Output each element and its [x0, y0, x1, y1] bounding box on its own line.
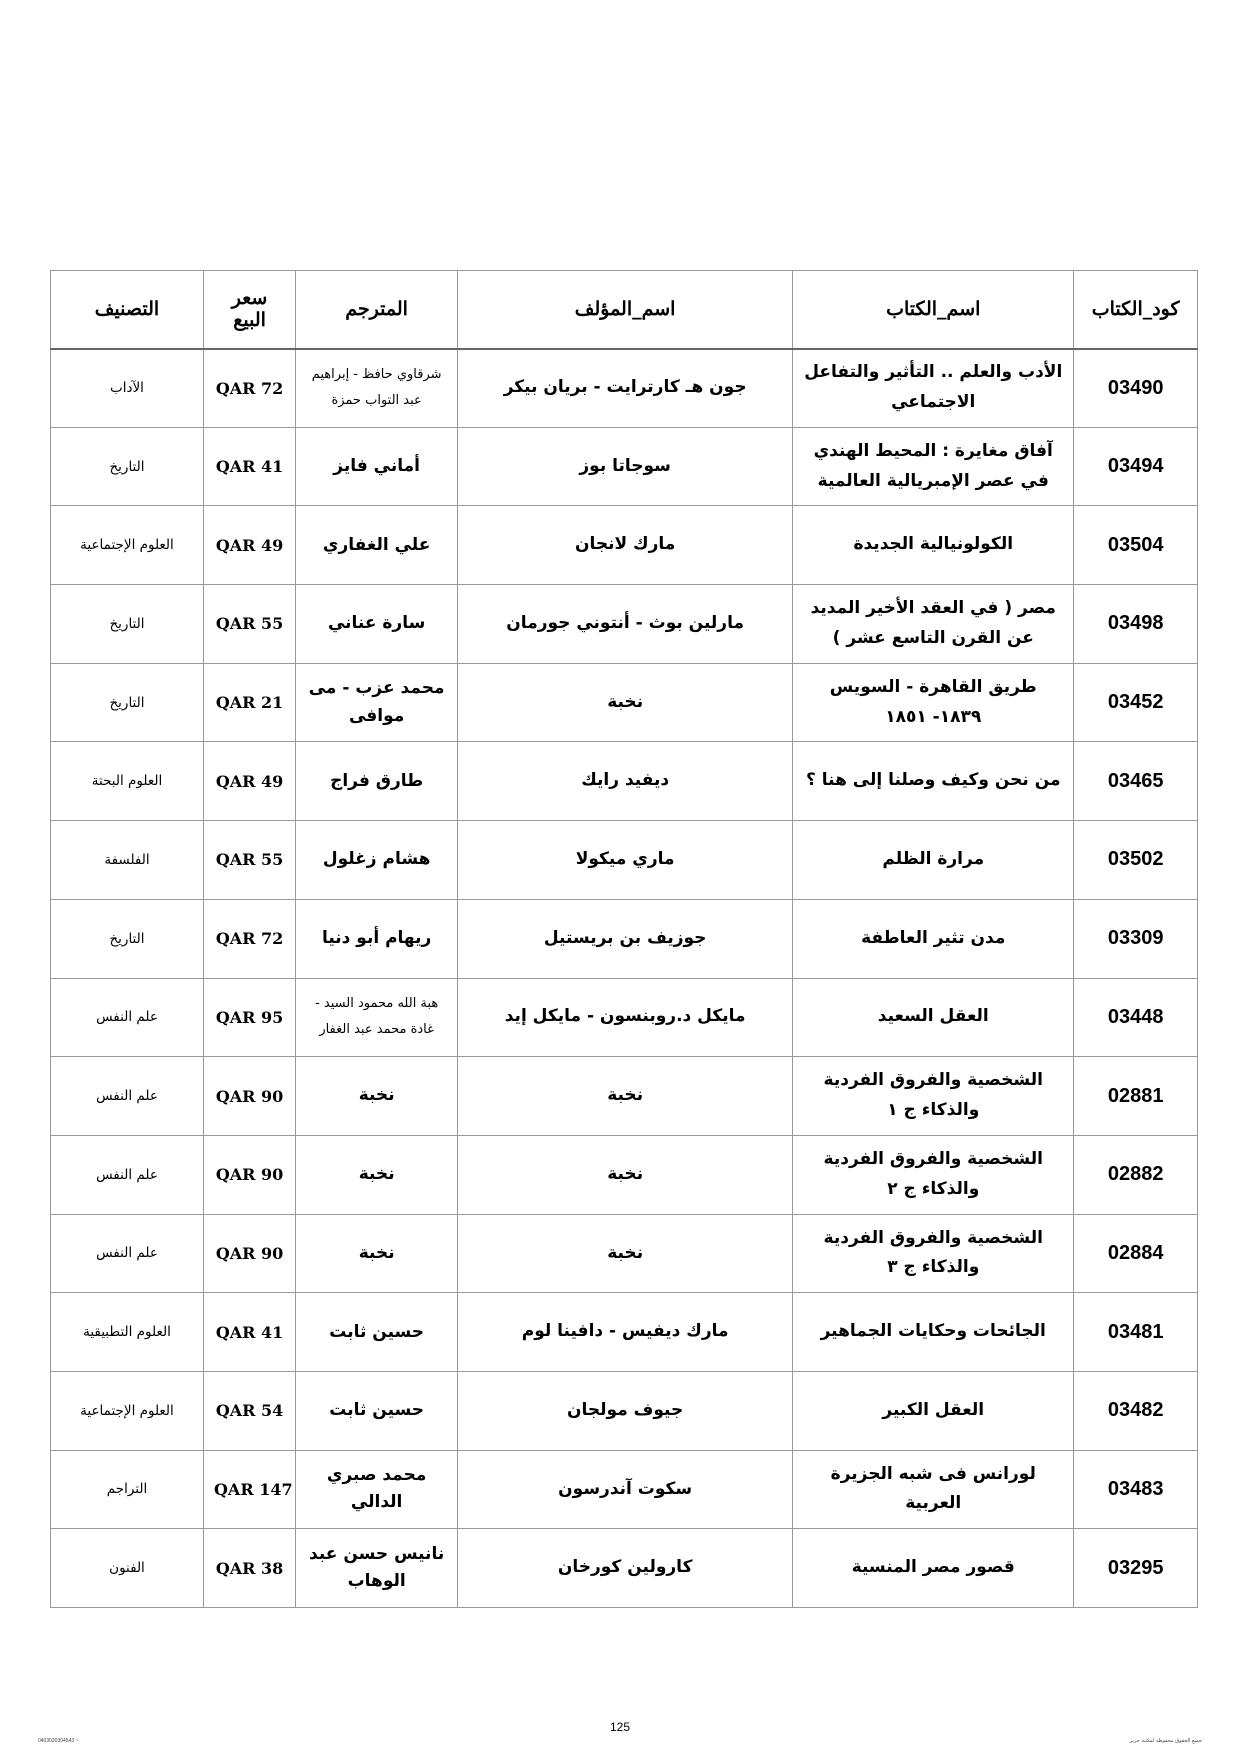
- header-title: اسم_الكتاب: [793, 271, 1074, 349]
- book-author: مارك ديفيس - دافينا لوم: [458, 1293, 793, 1372]
- book-translator: نخبة: [296, 1214, 458, 1293]
- footer-right-note: جميع الحقوق محفوظة لمكتبة جرير: [1129, 1738, 1202, 1744]
- book-category: علم النفس: [51, 1214, 204, 1293]
- book-code: 03504: [1074, 506, 1198, 585]
- book-translator: شرقاوي حافظ - إبراهيم عبد التواب حمزة: [296, 349, 458, 428]
- book-price: QAR 21: [203, 663, 295, 742]
- book-title: آفاق مغايرة : المحيط الهندي في عصر الإمبريالية العالمية: [793, 427, 1074, 506]
- book-price: QAR 49: [203, 742, 295, 821]
- book-price: QAR 72: [203, 349, 295, 428]
- book-category: التاريخ: [51, 585, 204, 664]
- book-author: ماري ميكولا: [458, 821, 793, 900]
- table-row: [51, 663, 1198, 742]
- book-code: 02881: [1074, 1057, 1198, 1136]
- book-title: طريق القاهرة - السويس ١٨٣٩- ١٨٥١: [793, 663, 1074, 742]
- book-price: QAR 38: [203, 1529, 295, 1608]
- book-code: 03494: [1074, 427, 1198, 506]
- book-code: 03502: [1074, 821, 1198, 900]
- table-row: [51, 978, 1198, 1057]
- book-price: QAR 41: [203, 427, 295, 506]
- book-title: العقل السعيد: [793, 978, 1074, 1057]
- book-category: العلوم الإجتماعية: [51, 1371, 204, 1450]
- book-price: QAR 147: [203, 1450, 295, 1529]
- table-row: [51, 1450, 1198, 1529]
- book-author: جوزيف بن بريستيل: [458, 899, 793, 978]
- book-translator: هشام زغلول: [296, 821, 458, 900]
- book-translator: هبة الله محمود السيد - غادة محمد عبد الغفار: [296, 978, 458, 1057]
- book-category: التراجم: [51, 1450, 204, 1529]
- book-code: 03483: [1074, 1450, 1198, 1529]
- book-price: QAR 90: [203, 1057, 295, 1136]
- book-translator: أماني فايز: [296, 427, 458, 506]
- book-author: جون هـ كارترايت - بريان بيكر: [458, 349, 793, 428]
- book-translator: نانيس حسن عبد الوهاب: [296, 1529, 458, 1608]
- table-row: [51, 1529, 1198, 1608]
- book-author: سوجاتا بوز: [458, 427, 793, 506]
- book-category: علم النفس: [51, 1057, 204, 1136]
- header-category: التصنيف: [51, 271, 204, 349]
- book-price: QAR 72: [203, 899, 295, 978]
- book-title: قصور مصر المنسية: [793, 1529, 1074, 1608]
- table-row: [51, 1293, 1198, 1372]
- book-title: العقل الكبير: [793, 1371, 1074, 1450]
- book-translator: علي الغفاري: [296, 506, 458, 585]
- book-author: نخبة: [458, 1214, 793, 1293]
- header-author: اسم_المؤلف: [458, 271, 793, 349]
- book-category: الآداب: [51, 349, 204, 428]
- book-title: مدن تثير العاطفة: [793, 899, 1074, 978]
- table-row: [51, 821, 1198, 900]
- header-translator: المترجم: [296, 271, 458, 349]
- book-category: التاريخ: [51, 663, 204, 742]
- book-translator: طارق فراج: [296, 742, 458, 821]
- book-category: الفلسفة: [51, 821, 204, 900]
- table-row: [51, 349, 1198, 428]
- table-row: [51, 1214, 1198, 1293]
- table-header-row: [51, 271, 1198, 349]
- book-author: نخبة: [458, 1057, 793, 1136]
- book-code: 03498: [1074, 585, 1198, 664]
- book-title: الشخصية والفروق الفردية والذكاء ج ٣: [793, 1214, 1074, 1293]
- book-translator: نخبة: [296, 1057, 458, 1136]
- book-translator: سارة عناني: [296, 585, 458, 664]
- book-title: الشخصية والفروق الفردية والذكاء ج ١: [793, 1057, 1074, 1136]
- book-category: العلوم الإجتماعية: [51, 506, 204, 585]
- book-translator: ريهام أبو دنيا: [296, 899, 458, 978]
- book-category: علم النفس: [51, 978, 204, 1057]
- book-code: 03490: [1074, 349, 1198, 428]
- footer-left-note: 0403020304543 ~: [38, 1738, 79, 1744]
- book-code: 03452: [1074, 663, 1198, 742]
- book-code: 03448: [1074, 978, 1198, 1057]
- book-price: QAR 55: [203, 821, 295, 900]
- book-title: الشخصية والفروق الفردية والذكاء ج ٢: [793, 1135, 1074, 1214]
- table-row: [51, 585, 1198, 664]
- book-category: التاريخ: [51, 427, 204, 506]
- book-title: مصر ( في العقد الأخير المديد عن القرن التاسع عشر ): [793, 585, 1074, 664]
- book-author: كارولين كورخان: [458, 1529, 793, 1608]
- table-row: [51, 427, 1198, 506]
- book-code: 03465: [1074, 742, 1198, 821]
- book-category: علم النفس: [51, 1135, 204, 1214]
- book-translator: نخبة: [296, 1135, 458, 1214]
- table-row: [51, 1135, 1198, 1214]
- table-row: [51, 899, 1198, 978]
- book-translator: محمد عزب - مى موافى: [296, 663, 458, 742]
- book-author: مارلين بوث - أنتوني جورمان: [458, 585, 793, 664]
- book-category: الفنون: [51, 1529, 204, 1608]
- book-code: 03309: [1074, 899, 1198, 978]
- book-author: جيوف مولجان: [458, 1371, 793, 1450]
- book-title: مرارة الظلم: [793, 821, 1074, 900]
- book-translator: محمد صبري الدالي: [296, 1450, 458, 1529]
- book-category: العلوم البحتة: [51, 742, 204, 821]
- book-price: QAR 54: [203, 1371, 295, 1450]
- book-author: ديفيد رايك: [458, 742, 793, 821]
- book-code: 02882: [1074, 1135, 1198, 1214]
- table-row: [51, 742, 1198, 821]
- book-price: QAR 41: [203, 1293, 295, 1372]
- page-number: 125: [609, 1720, 631, 1734]
- book-code: 03482: [1074, 1371, 1198, 1450]
- book-title: الكولونيالية الجديدة: [793, 506, 1074, 585]
- book-category: التاريخ: [51, 899, 204, 978]
- table-row: [51, 506, 1198, 585]
- book-author: نخبة: [458, 663, 793, 742]
- table-row: [51, 1371, 1198, 1450]
- table-row: [51, 1057, 1198, 1136]
- book-code: 02884: [1074, 1214, 1198, 1293]
- book-code: 03295: [1074, 1529, 1198, 1608]
- book-price: QAR 95: [203, 978, 295, 1057]
- book-translator: حسين ثابت: [296, 1293, 458, 1372]
- book-price: QAR 90: [203, 1135, 295, 1214]
- book-price: QAR 55: [203, 585, 295, 664]
- book-code: 03481: [1074, 1293, 1198, 1372]
- header-price: سعر البيع: [203, 271, 295, 349]
- book-translator: حسين ثابت: [296, 1371, 458, 1450]
- book-title: من نحن وكيف وصلنا إلى هنا ؟: [793, 742, 1074, 821]
- book-author: مايكل د.روبنسون - مايكل إيد: [458, 978, 793, 1057]
- book-price: QAR 90: [203, 1214, 295, 1293]
- book-author: سكوت آندرسون: [458, 1450, 793, 1529]
- book-author: مارك لانجان: [458, 506, 793, 585]
- book-author: نخبة: [458, 1135, 793, 1214]
- book-title: لورانس فى شبه الجزيرة العربية: [793, 1450, 1074, 1529]
- book-catalog-table: [50, 270, 1198, 1608]
- book-category: العلوم التطبيقية: [51, 1293, 204, 1372]
- header-code: كود_الكتاب: [1074, 271, 1198, 349]
- book-price: QAR 49: [203, 506, 295, 585]
- book-title: الأدب والعلم .. التأثير والتفاعل الاجتماعي: [793, 349, 1074, 428]
- book-title: الجائحات وحكايات الجماهير: [793, 1293, 1074, 1372]
